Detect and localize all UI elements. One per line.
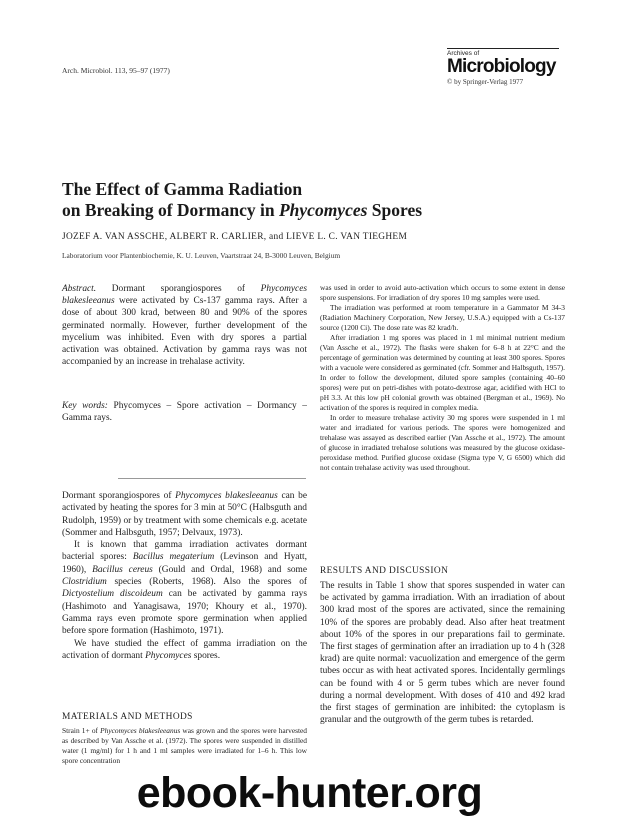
methods-continued: [320, 283, 565, 473]
keywords-label: Key words:: [62, 401, 108, 411]
affiliation: Laboratorium voor Plantenbiochemie, K. U. Leuven, Vaartstraat 24, B-3000 Leuven, Belgium: [62, 251, 341, 260]
section-divider: [118, 478, 306, 479]
title-line-2-prefix: on Breaking of Dormancy in: [62, 200, 279, 220]
title-line-2-suffix: Spores: [367, 200, 423, 220]
journal-citation: Arch. Microbiol. 113, 95–97 (1977): [62, 66, 170, 75]
methods-paragraph: After irradiation 1 mg spores was placed in 1 ml minimal nutrient medium (Van Assche et al., 1972). The flasks were shaken for 6–8 h at 22°C and the percentage of germination was determined by counting at least 300 spores. Spores with a vacuole were considered as germinated (cfr. Sommer and Halbsguth, 1957). In order to follow the development, diluted spore samples (containing 40–60 spores) were put on petri-dishes with potato-dextrose agar, acidified with HCl to pH 3.3. At this low pH colonial growth was obtained (Bergman et al., 1969). No activation of the spores is required in complex media.: [320, 333, 565, 412]
results-heading: RESULTS AND DISCUSSION: [320, 566, 449, 576]
materials-text: Strain 1+ of Phycomyces blakesleeanus was grown and the spores were harvested as described by Van Assche et al. (1972). The spores were suspended in distilled water (1 mg/ml) for 1 h and 1 ml samples were irradiated for 1–6 h. This low spore concentration: [62, 726, 308, 765]
methods-paragraph: In order to measure trehalase activity 30 mg spores were suspended in 1 ml water and irradiated for various periods. The spores were homogenized and trehalase was assayed as described earlier (Van Assche et al., 1972). The amount of glucose in irradiated trehalose solutions was measured by the glucose oxidase-peroxidase method. Purified glucose oxidase (Sigma type V, G 6500) which did not contain trehalase activity was used throughout.: [320, 413, 565, 472]
abstract-label: Abstract.: [62, 284, 97, 294]
paper-title: [62, 179, 562, 221]
journal-copyright: © by Springer-Verlag 1977: [447, 78, 524, 86]
materials-heading: MATERIALS AND METHODS: [62, 712, 193, 722]
results-paragraph: The results in Table 1 show that spores suspended in water can be activated by gamma irradiation. With an irradiation of about 300 krad most of the spores are activated, since the remaining 10% of the spores are probably dead. Also after heat treatment about 10% of the spores in our preparations fail to germinate. The first stages of germination after an irradiation up to 4 h (328 krad) are quite normal: vacuolization and emergence of the germ tubes occur as with heat activated spores. Incidentally germlings can be found with 4 or 5 germ tubes which are never found during a normal development. With doses of 410 and 492 krad the first stages of germination are inhibited: the cytoplasm is granular and the outgrowth of the germ tubes is retarded.: [320, 581, 565, 726]
abstract-species: Phycomyces blakesleeanus: [62, 284, 307, 307]
intro-paragraph: We have studied the effect of gamma irradiation on the activation of dormant Phycomyces spores.: [62, 638, 307, 661]
watermark-text: ebook-hunter.org: [0, 765, 619, 825]
title-genus: Phycomyces: [278, 200, 368, 220]
journal-archives-label: Archives of: [447, 50, 480, 57]
journal-rule: [447, 48, 559, 49]
intro-paragraph: Dormant sporangiospores of Phycomyces blakesleeanus can be activated by heating the spores for 3 min at 50°C (Halbsguth and Rudolph, 1959) or by treatment with some chemicals e.g. acetate (Sommer and Halbsguth, 1957; Delvaux, 1973).: [62, 491, 307, 538]
intro-paragraph: It is known that gamma irradiation activates dormant bacterial spores: Bacillus megaterium (Levinson and Hyatt, 1960), Bacillus cereus (Gould and Ordal, 1968) and some Clostridium species (Roberts, 1968). Also the spores of Dictyostelium discoideum can be activated by gamma rays (Hashimoto and Yanagisawa, 1970; Khoury et al., 1970). Gamma rays even promote spore germination when applied before spore formation (Hashimoto, 1971).: [62, 540, 307, 637]
journal-logo-block: [447, 48, 567, 86]
keywords: [62, 400, 307, 424]
abstract: [62, 283, 307, 368]
abstract-text: were activated by Cs-137 gamma rays. After a dose of about 300 krad, between 80 and 90% of the spores germinated normally. However, further development of the mycelium was inhibited. Even with dry spores a partial activation was obtained. Activation by gamma rays was not accompanied by an increase in trehalase activity.: [62, 296, 307, 368]
results-text: [320, 580, 565, 726]
methods-paragraph: The irradiation was performed at room temperature in a Gammator M 34-3 (Radiation Machinery Corporation, New Jersey, U.S.A.) equipped with a Cs-137 source (1200 Ci). The dose rate was 82 krad/h.: [320, 303, 565, 332]
keywords-text: Phycomyces – Spore activation – Dormancy – Gamma rays.: [62, 401, 307, 424]
abstract-text: Dormant sporangiospores of: [96, 284, 261, 294]
journal-name-logo: Microbiology: [447, 56, 556, 77]
title-line-1: The Effect of Gamma Radiation: [62, 179, 303, 199]
author-list: JOZEF A. VAN ASSCHE, ALBERT R. CARLIER, and LIEVE L. C. VAN TIEGHEM: [62, 232, 408, 242]
introduction: [62, 490, 307, 662]
methods-paragraph: was used in order to avoid auto-activation which occurs to some extent in dense spore suspensions. For irradiation of dry spores 10 mg samples were used.: [320, 283, 565, 302]
